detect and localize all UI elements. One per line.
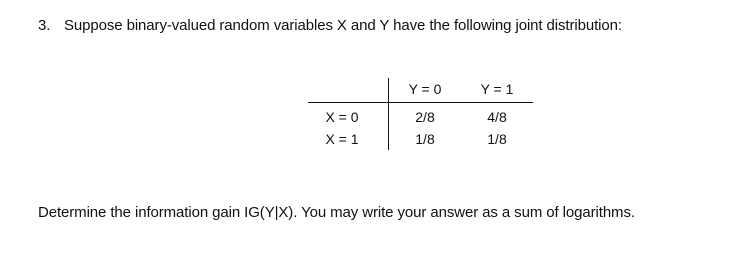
question-prompt [38,17,622,34]
row-label-x1: X = 1 [325,131,359,147]
cell-x0-y1: 4/8 [487,109,507,125]
column-header-y0: Y = 0 [389,78,462,103]
question-number: 3. [38,17,51,34]
table-corner-cell [308,78,389,103]
table-row [308,128,533,150]
row-label-x0: X = 0 [308,103,389,129]
joint-distribution-table [308,78,533,150]
cell-x1-y0: 1/8 [389,128,462,150]
table-header-row [308,78,533,103]
cell-x1-y1: 1/8 [487,131,507,147]
instruction-text: Determine the information gain IG(Y|X). You may write your answer as a sum of logarithms. [38,204,635,221]
cell-x0-y0: 2/8 [389,103,462,129]
table-row [308,103,533,129]
question-text: Suppose binary-valued random variables X and Y have the following joint distribution: [64,17,622,34]
column-header-y1: Y = 1 [461,78,533,103]
